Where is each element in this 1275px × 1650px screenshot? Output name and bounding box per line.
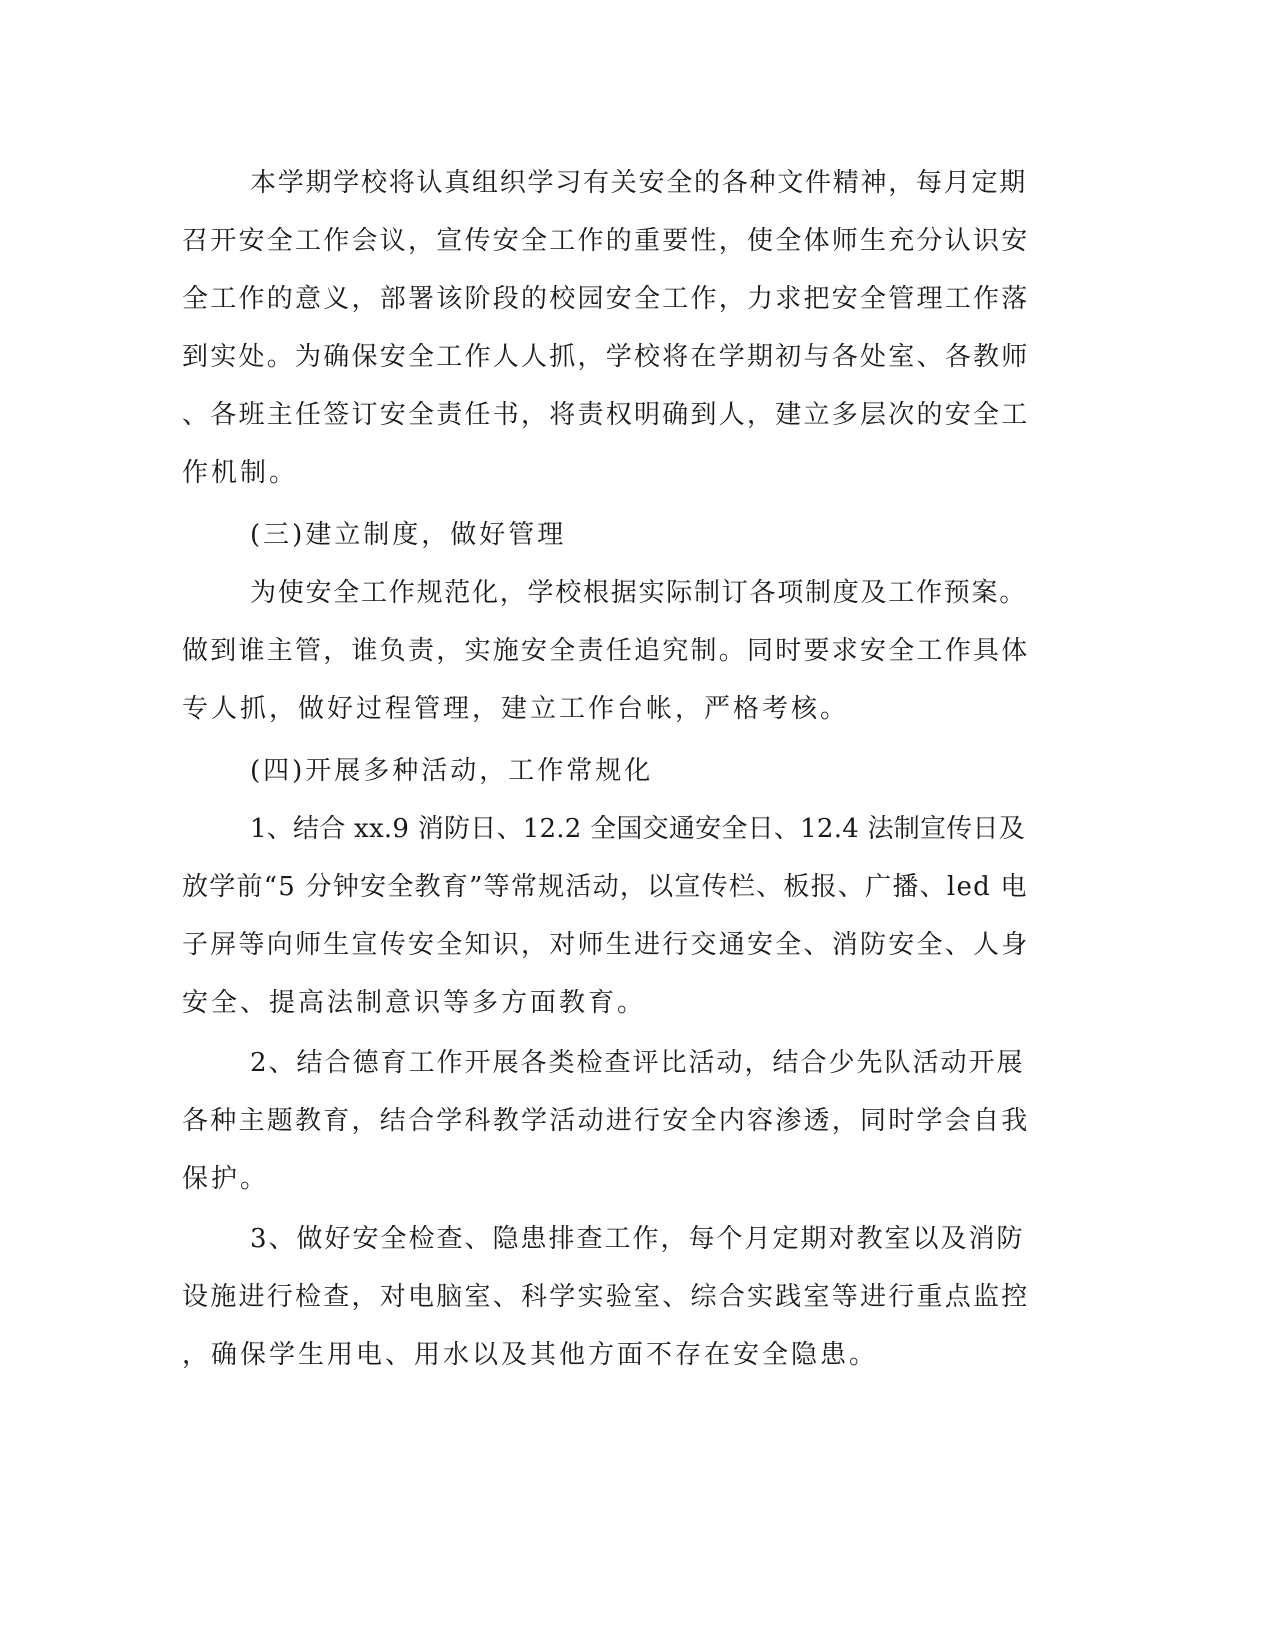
text-line: 2、结合德育工作开展各类检查评比活动，结合少先队活动开展	[250, 1048, 1025, 1078]
text-line: 到实处。为确保安全工作人人抓，学校将在学期初与各处室、各教师	[182, 342, 1030, 372]
text-line: 召开安全工作会议，宣传安全工作的重要性，使全体师生充分认识安	[182, 226, 1030, 256]
text-line: 放学前“5 分钟安全教育”等常规活动，以宣传栏、板报、广播、led 电	[182, 872, 1028, 902]
text-line: 设施进行检查，对电脑室、科学实验室、综合实践室等进行重点监控	[182, 1282, 1030, 1312]
text-line: 为使安全工作规范化，学校根据实际制订各项制度及工作预案。	[250, 578, 1028, 608]
text-line: 安全、提高法制意识等多方面教育。	[182, 988, 647, 1018]
text-line: 各种主题教育，结合学科教学活动进行安全内容渗透，同时学会自我	[182, 1106, 1030, 1136]
text-line: 本学期学校将认真组织学习有关安全的各种文件精神，每月定期	[250, 168, 1028, 198]
section-heading: (四)开展多种活动，工作常规化	[250, 756, 654, 786]
text-line: 做到谁主管，谁负责，实施安全责任追究制。同时要求安全工作具体	[182, 636, 1030, 666]
text-line: 、各班主任签订安全责任书，将责权明确到人，建立多层次的安全工	[182, 400, 1030, 430]
section-heading: (三)建立制度，做好管理	[250, 520, 567, 550]
text-line: ，确保学生用电、用水以及其他方面不存在安全隐患。	[182, 1340, 879, 1370]
text-line: 子屏等向师生宣传安全知识，对师生进行交通安全、消防安全、人身	[182, 930, 1030, 960]
text-line: 专人抓，做好过程管理，建立工作台帐，严格考核。	[182, 694, 850, 724]
text-line: 3、做好安全检查、隐患排查工作，每个月定期对教室以及消防	[250, 1224, 1025, 1254]
text-line: 保护。	[182, 1164, 270, 1194]
text-line: 1、结合 xx.9 消防日、12.2 全国交通安全日、12.4 法制宣传日及	[250, 814, 1026, 844]
text-line: 作机制。	[182, 458, 299, 488]
text-line: 全工作的意义，部署该阶段的校园安全工作，力求把安全管理工作落	[182, 284, 1030, 314]
